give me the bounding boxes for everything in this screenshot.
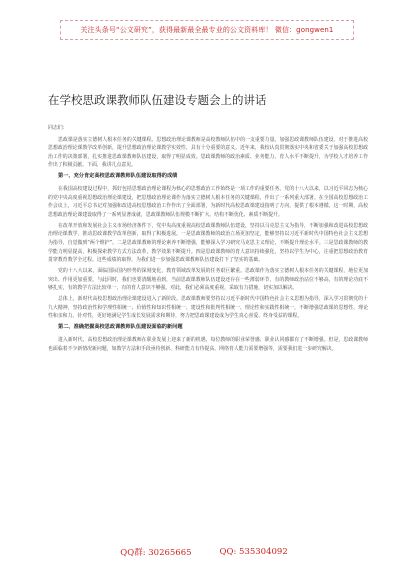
contact-footer	[0, 545, 408, 559]
paragraph: 在改革开放和发展社会主义市场经济条件下，党中央高度重视高校思政课教师队伍建设，坚持以马克思主义为指导，不断加强和改进高校思想政治理论课教学，推动思政课教学改革创新，取得了积极进展。一是思政课教师的政治立场更加坚定，能够坚持以习近平新时代中国特色社会主义思想为指导，自觉做到“两个维护”。二是思政课教师的理论素养不断增强，能够深入学习研究马克思主义理论，不断提升理论水平。三是思政课教师的教学能力明显提高，积极探索教学方式方法改革，教学效果不断提升。四是思政课教师的育人意识持续强化，坚持以学生为中心，注重把思想政治教育贯穿教育教学全过程。这些成绩的取得，为我们进一步加强思政课教师队伍建设打下了坚实的基础。	[48, 222, 368, 264]
document-body	[48, 124, 368, 356]
qq-group-text: QQ群: 30265665	[120, 548, 192, 558]
paragraph: 进入新时代，高校思想政治理论课教师在职业发展上迎来了新的机遇，每位教师的职业荣誉感、职业认同感都有了不断增强。但是，思政课教师也面临着不少新情况新问题，如教学方法和手段亟待创新、科研能力有待提高、网络育人能力需要增强等，需要我们进一步研究解决。	[48, 337, 368, 352]
document-title: 在学校思政课教师队伍建设专题会上的讲话	[48, 93, 267, 107]
intro-paragraph: 思政课是落实立德树人根本任务的关键课程。思想政治理论课教师是高校教师队伍中的一支重要力量。加强思政课教师队伍建设，对于推进高校思想政治理论课教学改革创新，提升思想政治理论课教学实效性，具有十分重要的意义。近年来，我校认真贯彻落实中央和省委关于加强高校思想政治工作的决策部署，扎实推进思政课教师队伍建设，取得了明显成效。思政课教师的政治素质、业务能力、育人水平不断提升，为学校人才培养工作作出了积极贡献。下面，我讲几点意见。	[48, 136, 368, 169]
promo-banner[interactable]	[60, 20, 354, 40]
section-heading-1: 第一、充分肯定高校思政课教师队伍建设取得的成绩	[58, 173, 178, 180]
qq-text: QQ: 535304092	[219, 547, 288, 557]
paragraph: 党的十八大以来，面临国际国内形势的深刻变化，教育领域改革发展的任务艰巨繁重。思政课作为落实立德树人根本任务的关键课程，地位更加突出、作用更加重要。与此同时，我们也要清醒地看到，当前思政课教师队伍建设还存在一些薄弱环节，有的教师政治站位不够高，有的理论功底不够扎实，有的教学方法比较单一，有的育人意识不够强。对此，我们必须高度重视，采取有力措施，切实加以解决。	[48, 268, 368, 292]
greeting: 同志们：	[48, 125, 68, 131]
paragraph: 在我国高校建设过程中，抓好包括思想政治理论课程为核心的思想政治工作始终是一项工作的重要任务。党的十八大以来，以习近平同志为核心的党中央高度重视思想政治理论课建设，把思想政治理论课作为落实立德树人根本任务的关键课程，作出了一系列重大部署。在全国高校思想政治工作会议上，习近平总书记对加强和改进高校思想政治工作作出了全面部署，为新时代高校思政课建设指明了方向，提供了根本遵循。这一时期，高校思想政治理论课建设取得了一系列显著成就，思政课教师队伍规模不断扩大、结构不断优化、素质不断提升。	[48, 185, 368, 218]
section-heading-2: 第二、准确把握高校思政课教师队伍建设面临的新问题	[58, 324, 183, 331]
paragraph: 总体上，新时代高校思想政治理论课建设进入了新阶段。思政课教师要坚持以习近平新时代中国特色社会主义思想为指导，深入学习贯彻党的十九大精神，坚持政治性和学理性相统一、价值性和知识性相统一、建设性和批判性相统一、理论性和实践性相统一，不断增强思政课的思想性、理论性和亲和力、针对性，更好地满足学生成长发展需求和期待，努力把思政课建设成为学生真心喜爱、终身受益的课程。	[48, 296, 368, 320]
promo-banner-text: 关注头条号“公文研究”，获得最新最全最专业的公文资料库！ 微信：gongwen1	[80, 26, 334, 34]
